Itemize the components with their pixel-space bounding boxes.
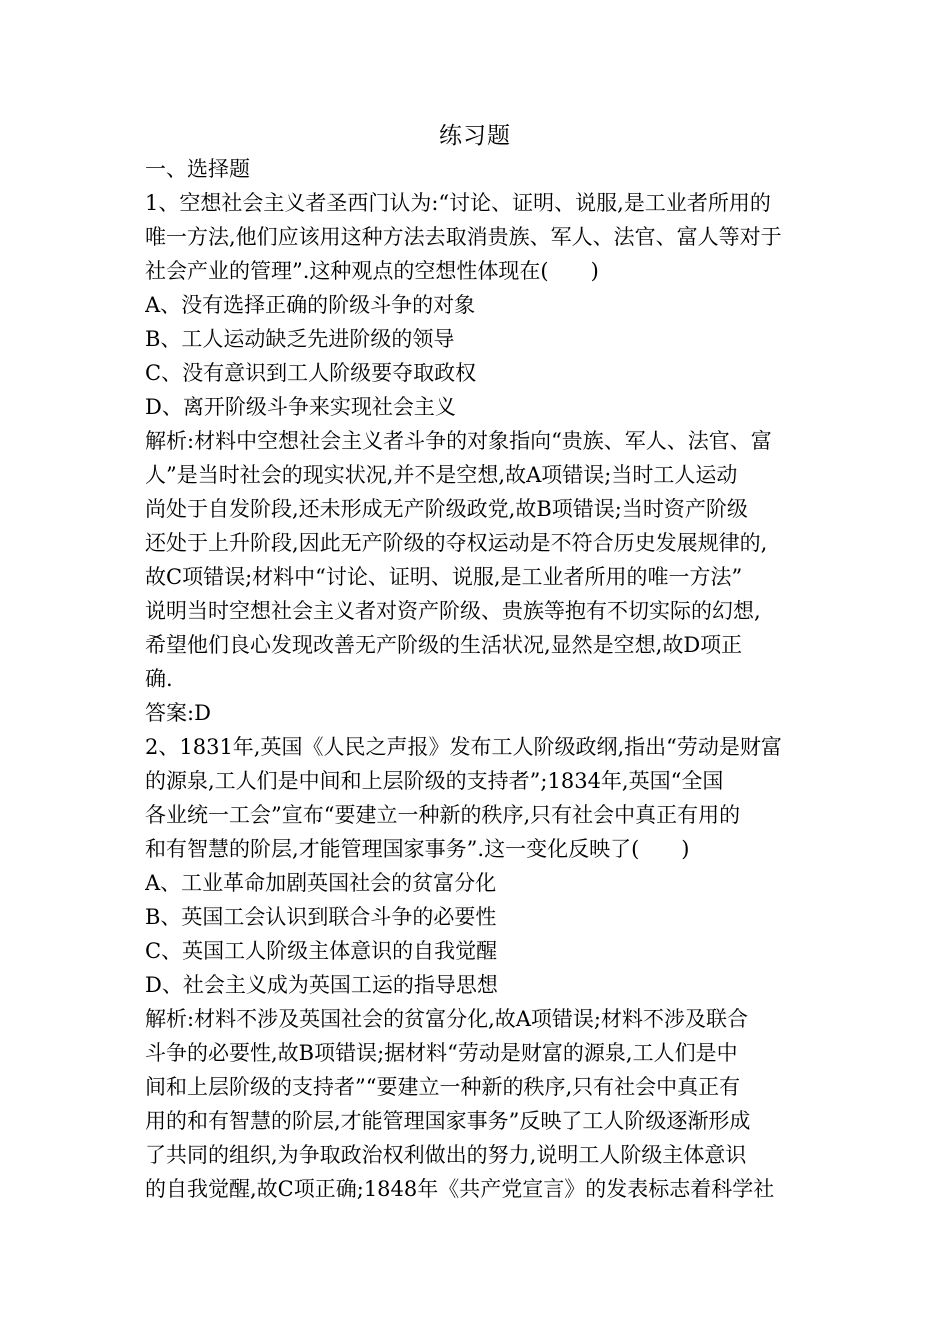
question-2	[145, 730, 817, 1206]
option-d: D、社会主义成为英国工运的指导思想	[145, 973, 498, 997]
question-stem-line: 各业统一工会”宣布“要建立一种新的秩序,只有社会中真正有用的	[145, 803, 741, 827]
question-stem-line: 和有智慧的阶层,才能管理国家事务”.这一变化反映了( )	[145, 837, 690, 861]
section-heading: 一、选择题	[145, 157, 250, 181]
analysis-line: 间和上层阶级的支持者”“要建立一种新的秩序,只有社会中真正有	[145, 1075, 741, 1099]
question-stem-line: 2、1831年,英国《人民之声报》发布工人阶级政纲,指出“劳动是财富	[145, 735, 782, 759]
analysis-line: 解析:材料中空想社会主义者斗争的对象指向“贵族、军人、法官、富	[145, 429, 772, 453]
question-stem-line: 的源泉,工人们是中间和上层阶级的支持者”;1834年,英国“全国	[145, 769, 724, 793]
analysis-line: 用的和有智慧的阶层,才能管理国家事务”反映了工人阶级逐渐形成	[145, 1109, 751, 1133]
question-stem-line: 唯一方法,他们应该用这种方法去取消贵族、军人、法官、富人等对于	[145, 225, 782, 249]
option-a: A、没有选择正确的阶级斗争的对象	[145, 293, 476, 317]
option-b: B、工人运动缺乏先进阶级的领导	[145, 327, 455, 351]
option-a: A、工业革命加剧英国社会的贫富分化	[145, 871, 497, 895]
analysis-line: 故C项错误;材料中“讨论、证明、说服,是工业者所用的唯一方法”	[145, 565, 743, 589]
analysis-line: 希望他们良心发现改善无产阶级的生活状况,显然是空想,故D项正	[145, 633, 743, 657]
analysis-line: 确.	[145, 667, 173, 691]
analysis-line: 人”是当时社会的现实状况,并不是空想,故A项错误;当时工人运动	[145, 463, 738, 487]
analysis-line: 了共同的组织,为争取政治权利做出的努力,说明工人阶级主体意识	[145, 1143, 747, 1167]
question-1	[145, 186, 817, 730]
option-b: B、英国工会认识到联合斗争的必要性	[145, 905, 497, 929]
document-body	[145, 152, 817, 1206]
question-stem-line: 社会产业的管理”.这种观点的空想性体现在( )	[145, 259, 599, 283]
analysis-line: 斗争的必要性,故B项错误;据材料“劳动是财富的源泉,工人们是中	[145, 1041, 738, 1065]
analysis-line: 的自我觉醒,故C项正确;1848年《共产党宣言》的发表标志着科学社	[145, 1177, 775, 1201]
answer-line: 答案:D	[145, 701, 211, 725]
document-title: 练习题	[439, 123, 511, 149]
analysis-line: 还处于上升阶段,因此无产阶级的夺权运动是不符合历史发展规律的,	[145, 531, 768, 555]
analysis-line: 解析:材料不涉及英国社会的贫富分化,故A项错误;材料不涉及联合	[145, 1007, 748, 1031]
analysis-line: 说明当时空想社会主义者对资产阶级、贵族等抱有不切实际的幻想,	[145, 599, 761, 623]
option-d: D、离开阶级斗争来实现社会主义	[145, 395, 456, 419]
analysis-line: 尚处于自发阶段,还未形成无产阶级政党,故B项错误;当时资产阶级	[145, 497, 748, 521]
question-stem-line: 1、空想社会主义者圣西门认为:“讨论、证明、说服,是工业者所用的	[145, 191, 771, 215]
option-c: C、没有意识到工人阶级要夺取政权	[145, 361, 477, 385]
option-c: C、英国工人阶级主体意识的自我觉醒	[145, 939, 498, 963]
